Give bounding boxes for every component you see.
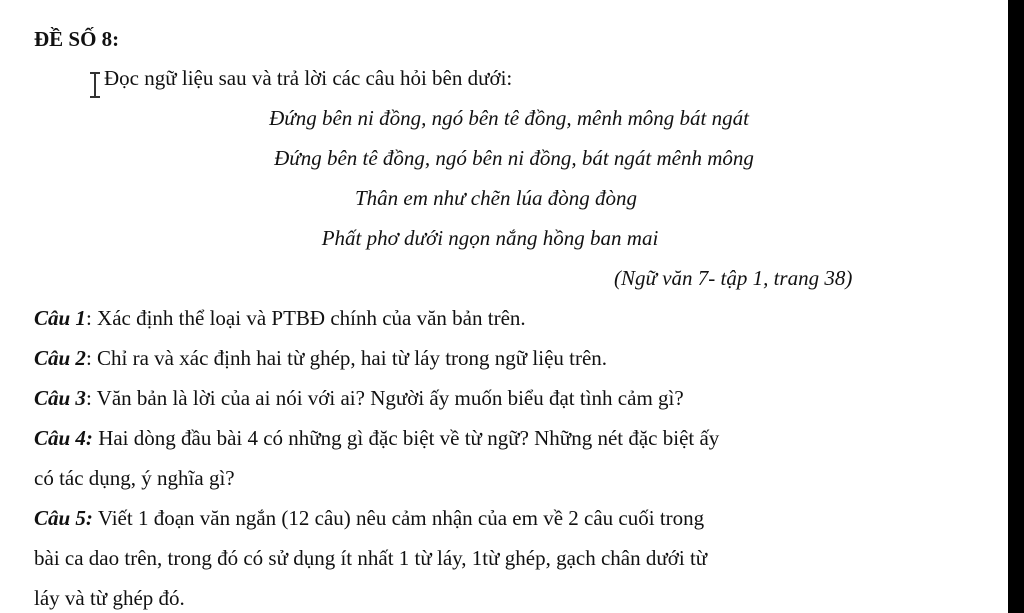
question-separator: : [85, 386, 97, 410]
question-text: Văn bản là lời của ai nói với ai? Người ấy muốn biểu đạt tình cảm gì? [96, 386, 684, 410]
question-label: Câu 3 [34, 386, 86, 410]
question-5-continuation: bài ca dao trên, trong đó có sử dụng ít nhất 1 từ láy, 1từ ghép, gạch chân dưới từ [34, 546, 708, 570]
poem-line: Đứng bên ni đồng, ngó bên tê đồng, mênh mông bát ngát [269, 106, 749, 130]
question-label: Câu 4: [34, 426, 93, 450]
question-text: Hai dòng đầu bài 4 có những gì đặc biệt về từ ngữ? Những nét đặc biệt ấy [98, 426, 720, 450]
question-separator: : [85, 346, 98, 370]
question-5 [34, 506, 704, 530]
text-cursor-icon [90, 72, 100, 98]
source-citation: (Ngữ văn 7- tập 1, trang 38) [614, 266, 853, 290]
question-separator: : [85, 306, 98, 330]
question-1 [34, 306, 526, 330]
intro-instruction: Đọc ngữ liệu sau và trả lời các câu hỏi bên dưới: [104, 66, 513, 90]
screen-edge-bar [1008, 0, 1024, 613]
poem-line: Thân em như chẽn lúa đòng đòng [354, 186, 638, 210]
question-text: Viết 1 đoạn văn ngắn (12 câu) nêu cảm nhận của em về 2 câu cuối trong [97, 506, 705, 530]
question-label: Câu 5: [34, 506, 93, 530]
exam-title: ĐỀ SỐ 8: [34, 27, 120, 51]
poem-line: Đứng bên tê đồng, ngó bên ni đồng, bát ngát mênh mông [274, 146, 754, 170]
question-4-continuation: có tác dụng, ý nghĩa gì? [34, 466, 235, 490]
question-5-continuation: láy và từ ghép đó. [34, 586, 185, 610]
poem-line: Phất phơ dưới ngọn nắng hồng ban mai [321, 226, 659, 250]
question-label: Câu 1 [34, 306, 86, 330]
question-4 [34, 426, 719, 450]
question-2 [34, 346, 607, 370]
question-label: Câu 2 [34, 346, 86, 370]
question-text: Xác định thể loại và PTBĐ chính của văn bản trên. [97, 306, 526, 330]
question-text: Chỉ ra và xác định hai từ ghép, hai từ láy trong ngữ liệu trên. [97, 346, 608, 370]
question-3 [34, 386, 684, 410]
